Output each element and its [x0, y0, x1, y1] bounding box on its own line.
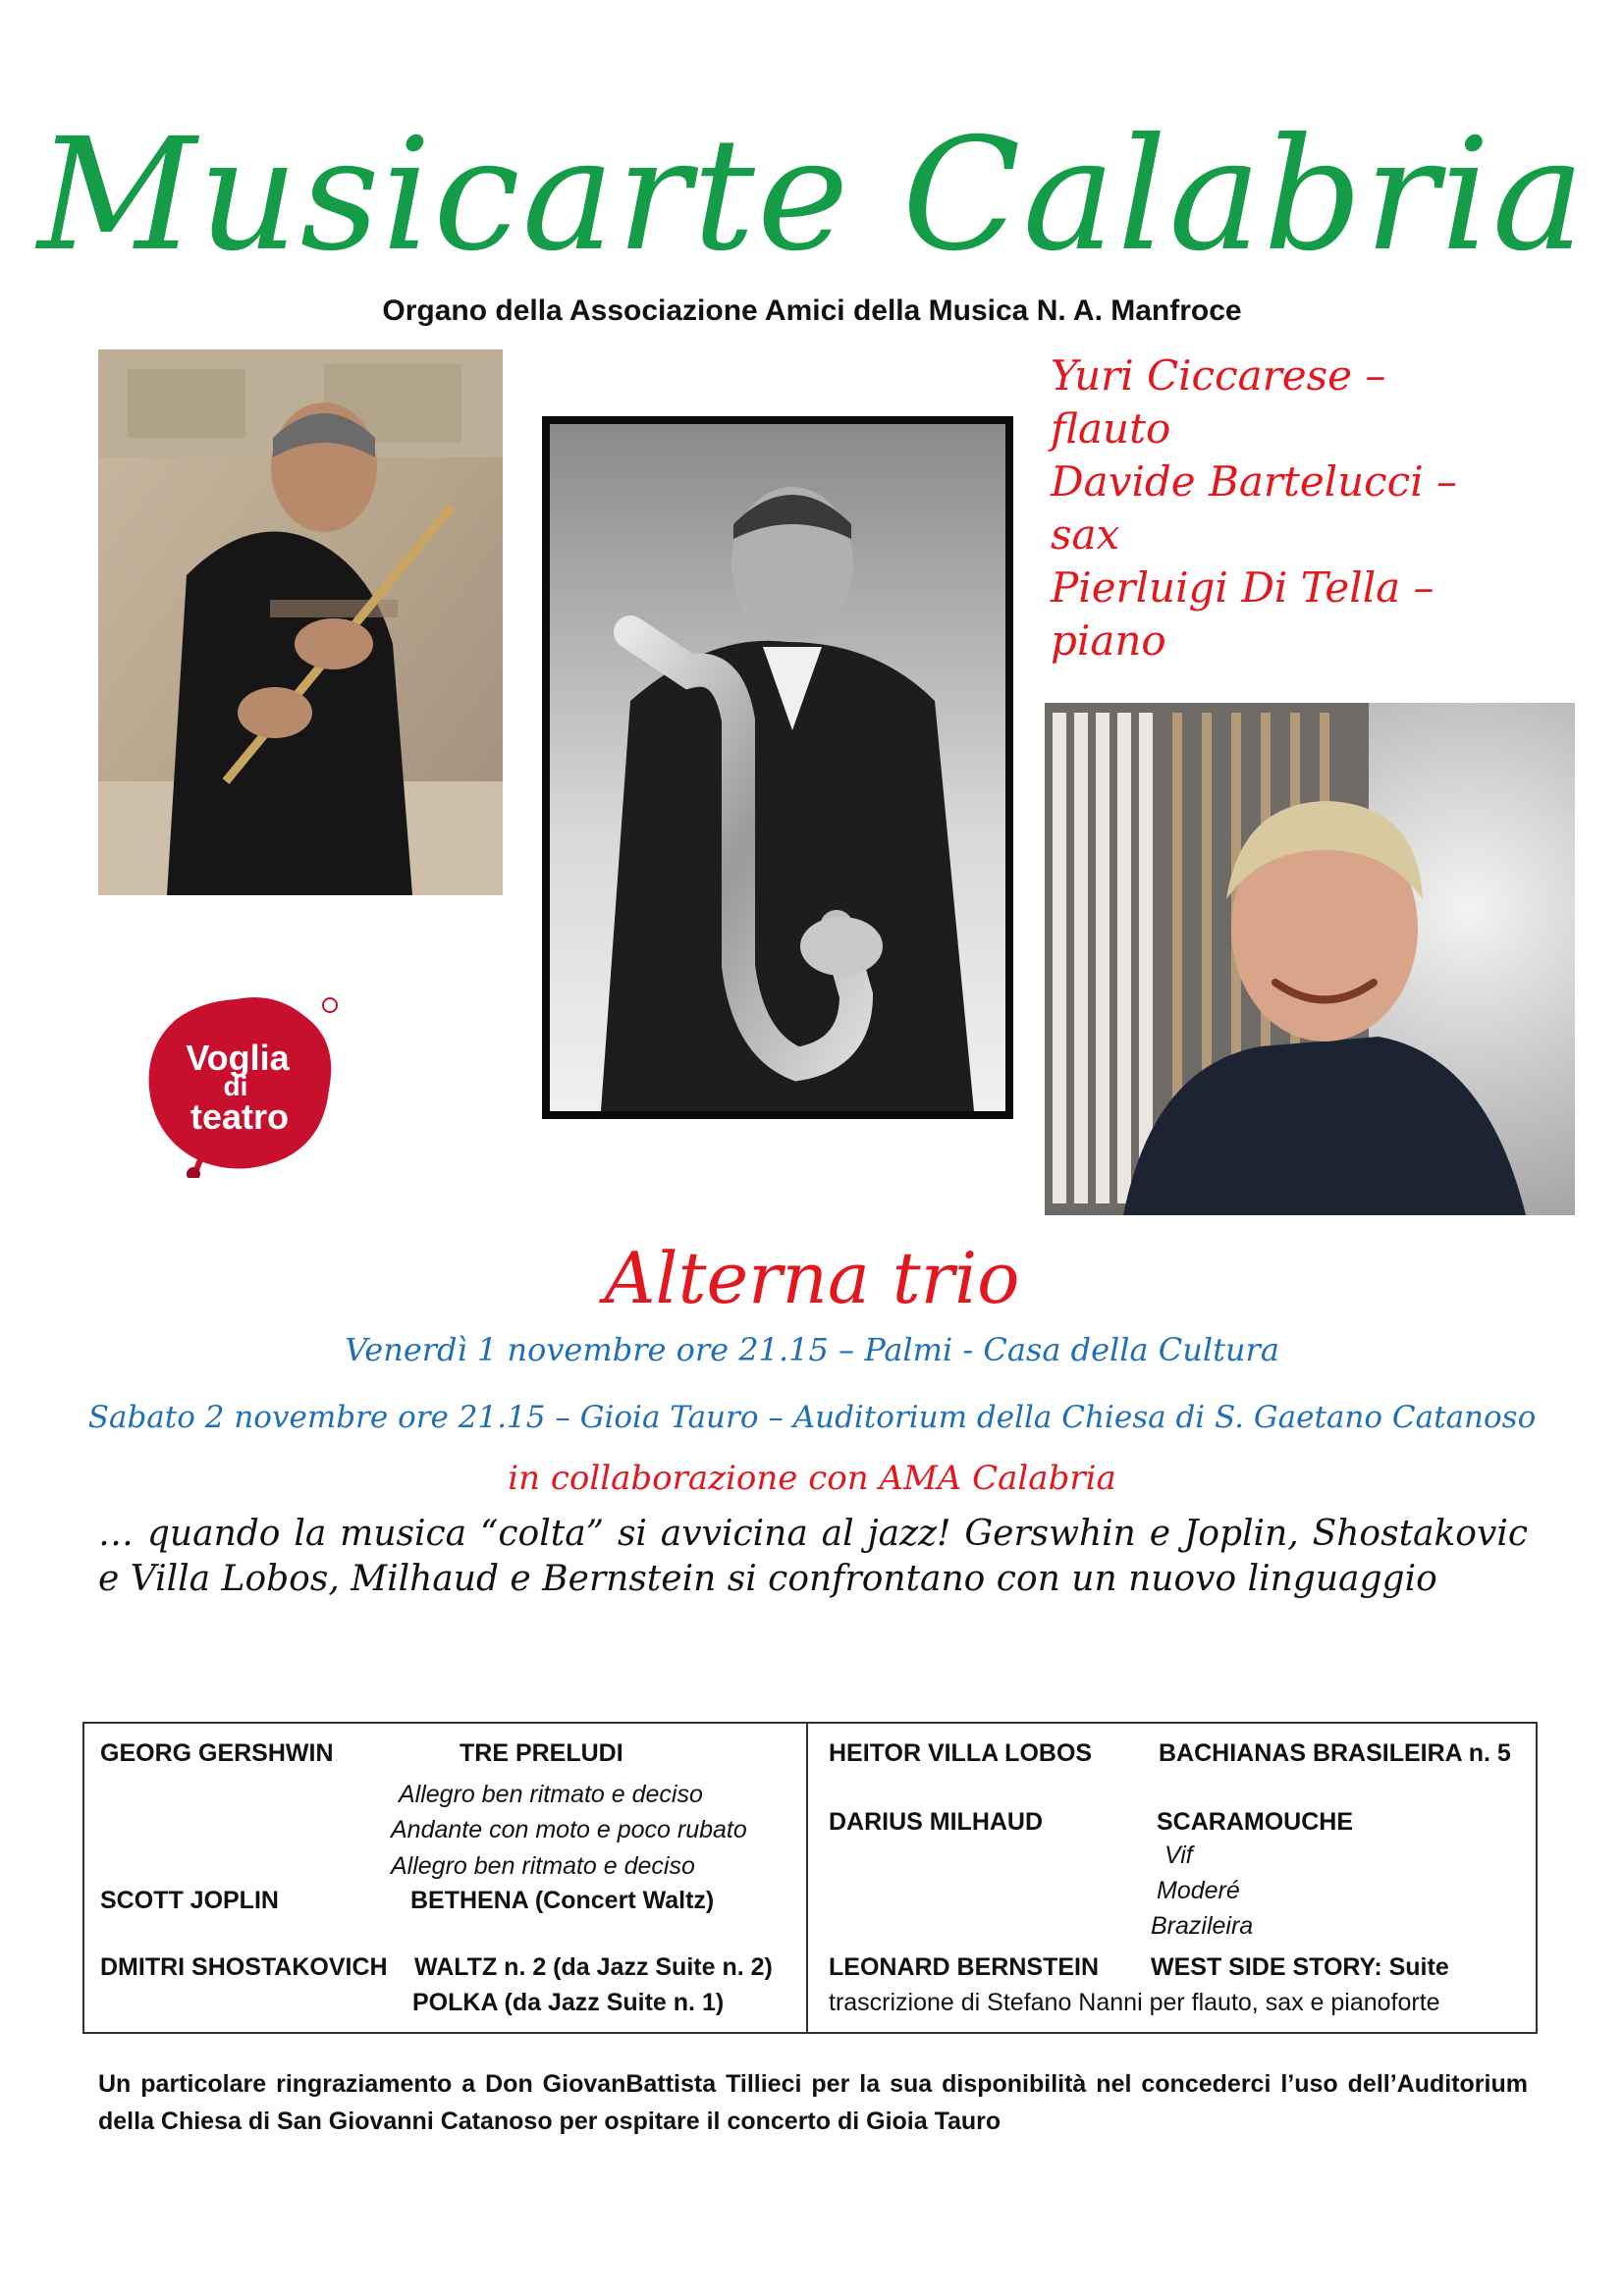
- work-west-side-story: WEST SIDE STORY: Suite: [1151, 1953, 1449, 1981]
- flutist-photo: [98, 349, 503, 895]
- program-table: [82, 1722, 1538, 2034]
- performer-line: flauto: [1051, 404, 1171, 453]
- event-title: Alterna trio: [604, 1237, 1020, 1319]
- work-bachianas: BACHIANAS BRASILEIRA n. 5: [1159, 1739, 1511, 1767]
- movement: Allegro ben ritmato e deciso: [391, 1852, 695, 1880]
- performer-line: sax: [1051, 510, 1120, 559]
- logo-text-line1: Voglia: [186, 1038, 290, 1078]
- acknowledgement: Un particolare ringraziamento a Don GiovanBattista Tillieci per la sua disponibilità nel concederci l’uso dell’Auditorium della Chiesa di San Giovanni Catanoso per ospitare il concerto di Gioia Tauro: [98, 2070, 1528, 2135]
- performer-line: Yuri Ciccarese –: [1051, 351, 1386, 400]
- event-intro: … quando la musica “colta” si avvicina al jazz! Gerswhin e Joplin, Shostakovic e Villa Lobos, Milhaud e Bernstein si confrontano con un nuovo linguaggio: [98, 1514, 1528, 1599]
- movement: Andante con moto e poco rubato: [391, 1816, 747, 1843]
- program-column-divider: [806, 1724, 808, 2032]
- saxophonist-photo: [542, 416, 1013, 1119]
- performers-list: [1051, 349, 1600, 667]
- composer-milhaud: DARIUS MILHAUD: [829, 1808, 1044, 1836]
- composer-shostakovich: DMITRI SHOSTAKOVICH: [100, 1953, 388, 1981]
- work-scaramouche: SCARAMOUCHE: [1157, 1808, 1353, 1836]
- newsletter-title: Musicarte Calabria: [37, 105, 1587, 286]
- performer-line: Pierluigi Di Tella –: [1051, 563, 1435, 612]
- collaboration-note: in collaborazione con AMA Calabria: [508, 1459, 1116, 1498]
- composer-bernstein: LEONARD BERNSTEIN: [829, 1953, 1100, 1981]
- movement: Brazileira: [1151, 1912, 1254, 1940]
- movement: Vif: [1164, 1842, 1193, 1869]
- transcription-note: trascrizione di Stefano Nanni per flauto, sax e pianoforte: [829, 1989, 1440, 2016]
- work-bethena: BETHENA (Concert Waltz): [410, 1887, 715, 1914]
- newsletter-subtitle: Organo della Associazione Amici della Musica N. A. Manfroce: [382, 294, 1242, 327]
- work-polka: POLKA (da Jazz Suite n. 1): [412, 1989, 725, 2016]
- movement: Moderé: [1157, 1877, 1240, 1904]
- logo-text-line2: di: [223, 1071, 248, 1101]
- work-waltz: WALTZ n. 2 (da Jazz Suite n. 2): [414, 1953, 773, 1981]
- logo-text-line3: teatro: [189, 1096, 290, 1137]
- composer-gershwin: GEORG GERSHWIN: [100, 1739, 334, 1767]
- performer-line: piano: [1051, 616, 1166, 665]
- composer-villa-lobos: HEITOR VILLA LOBOS: [829, 1739, 1093, 1767]
- work-tre-preludi: TRE PRELUDI: [460, 1739, 623, 1767]
- composer-joplin: SCOTT JOPLIN: [100, 1887, 279, 1914]
- pianist-photo: [1045, 703, 1575, 1215]
- movement: Allegro ben ritmato e deciso: [399, 1781, 703, 1808]
- performer-line: Davide Bartelucci –: [1051, 457, 1457, 506]
- event-date-palmi: Venerdì 1 novembre ore 21.15 – Palmi - Casa della Cultura: [345, 1331, 1279, 1368]
- voglia-di-teatro-logo: [137, 991, 344, 1178]
- event-date-gioia-tauro: Sabato 2 novembre ore 21.15 – Gioia Tauro – Auditorium della Chiesa di S. Gaetano Catanoso: [87, 1400, 1537, 1435]
